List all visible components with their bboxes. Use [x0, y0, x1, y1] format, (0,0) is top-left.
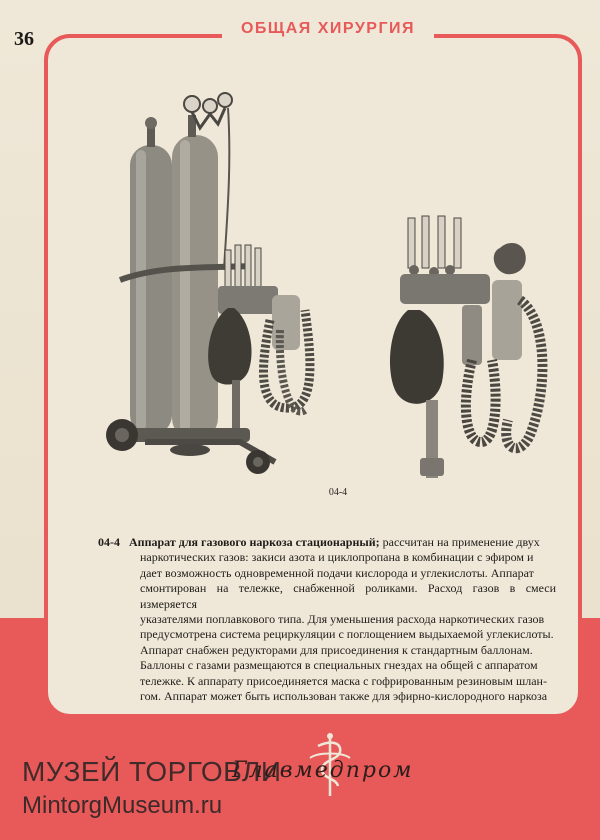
description-line: указателями поплавкового типа. Для уменьшения расхода наркотических газов — [140, 612, 545, 627]
item-title: Аппарат для газового наркоза стационарный; — [129, 535, 380, 549]
item-description — [98, 535, 556, 704]
watermark-url: MintorgMuseum.ru — [22, 792, 223, 819]
description-line: Аппарат снабжен редукторами для присоединения к стандартным баллонам. — [140, 642, 533, 657]
description-line: тележке. К аппарату присоединяется маска с гофрированным резиновым шлан- — [140, 673, 547, 688]
description-first-line: рассчитан на применение двух — [382, 535, 540, 549]
apparatus-photo-left — [100, 90, 325, 485]
description-line: предусмотрена система рециркуляции с поглощением выдыхаемой углекислоты. — [140, 627, 554, 642]
brand-wordmark: Главмедпром — [232, 758, 414, 783]
figure-caption: 04-4 — [328, 487, 348, 498]
section-title: ОБЩАЯ ХИРУРГИЯ — [222, 20, 434, 38]
apparatus-photo-right — [380, 210, 555, 480]
description-line: Баллоны с газами размещаются в специальных гнездах на общей с аппаратом — [140, 658, 538, 673]
description-line: смонтирован на тележке, снабженной роликами. Расход газов в смеси измеряется — [140, 581, 556, 611]
page-number: 36 — [14, 28, 34, 50]
watermark-title: МУЗЕЙ ТОРГОВЛИ — [22, 756, 282, 787]
description-line: дает возможность одновременной подачи кислорода и углекислоты. Аппарат — [140, 565, 534, 580]
item-code: 04-4 — [98, 535, 120, 549]
description-line: наркотических газов: закиси азота и циклопропана в комбинации с эфиром и — [140, 550, 534, 565]
description-line: гом. Аппарат может быть использован также для эфирно-кислородного наркоза — [140, 689, 548, 704]
